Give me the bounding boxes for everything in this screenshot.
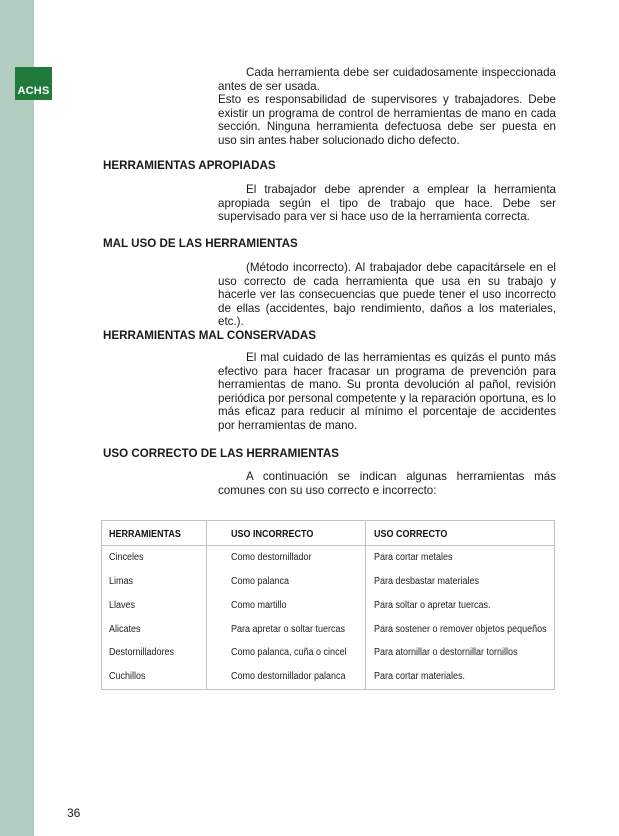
table-cell: Para atornillar o destornillar tornillos [374, 647, 518, 658]
section-paragraph: (Método incorrecto). Al trabajador debe capacitársele en el uso correcto de cada herramienta que usa en su trabajo y hacerle ver las consecuencias que puede tener el uso incorrecto de ellas (accidentes, bajo rendimiento, daños a los materiales, etc.). [218, 261, 556, 329]
table-cell: Para apretar o soltar tuercas [231, 624, 346, 635]
section-text-mal-uso [218, 261, 556, 329]
table-cell: Como palanca [231, 576, 290, 587]
table-cell: Alicates [109, 624, 141, 635]
section-paragraph: El trabajador debe aprender a emplear la herramienta apropiada según el tipo de trabajo que hace. Debe ser supervisado para ver si hace uso de la herramienta correcta. [218, 183, 556, 224]
table-cell: Como destornillador [231, 552, 312, 563]
table-header-uso-incorrecto: USO INCORRECTO [231, 529, 314, 540]
section-text-mal-conservadas [218, 351, 556, 433]
table-cell: Llaves [109, 600, 136, 611]
table-cell: Destornilladores [109, 647, 175, 658]
section-text-apropiadas [218, 183, 556, 224]
table-cell: Como martillo [231, 600, 287, 611]
intro-line-2: Esto es responsabilidad de supervisores y trabajadores. Debe existir un programa de control de herramientas de mano en cada sección. Ninguna herramienta defectuosa debe ser puesta en uso sin antes haber solucionado dicho defecto. [218, 93, 556, 147]
page-number: 36 [67, 806, 81, 820]
table-header-uso-correcto: USO CORRECTO [374, 529, 448, 540]
tools-table [101, 520, 555, 690]
table-column-divider [365, 521, 366, 689]
table-cell: Cuchillos [109, 671, 146, 682]
table-header-herramientas: HERRAMIENTAS [109, 529, 181, 540]
table-header-divider [102, 545, 554, 546]
table-cell: Para cortar metales [374, 552, 453, 563]
section-heading-mal-conservadas: HERRAMIENTAS MAL CONSERVADAS [103, 329, 316, 342]
table-column-divider [206, 521, 207, 689]
table-cell: Para soltar o apretar tuercas. [374, 600, 491, 611]
achs-logo: ACHS [15, 67, 52, 100]
section-heading-apropiadas: HERRAMIENTAS APROPIADAS [103, 159, 276, 172]
section-paragraph: A continuación se indican algunas herramientas más comunes con su uso correcto e incorrecto: [218, 470, 556, 497]
intro-line-1: Cada herramienta debe ser cuidadosamente inspeccionada antes de ser usada. [218, 66, 556, 93]
table-cell: Limas [109, 576, 134, 587]
table-cell: Cinceles [109, 552, 144, 563]
table-cell: Para cortar materiales. [374, 671, 466, 682]
table-cell: Para sostener o remover objetos pequeños [374, 624, 547, 635]
section-heading-mal-uso: MAL USO DE LAS HERRAMIENTAS [103, 237, 298, 250]
intro-paragraph [218, 66, 556, 148]
table-cell: Como destornillador palanca [231, 671, 346, 682]
table-cell: Para desbastar materiales [374, 576, 480, 587]
section-heading-uso-correcto: USO CORRECTO DE LAS HERRAMIENTAS [103, 447, 339, 460]
sidebar-band [0, 0, 34, 836]
section-paragraph: El mal cuidado de las herramientas es quizás el punto más efectivo para hacer fracasar un programa de prevención para herramientas de mano. Su pronta devolución al pañol, revisión periódica por personal competente y la reparación oportuna, es lo más eficaz para reducir al mínimo el porcentaje de accidentes por herramientas de mano. [218, 351, 556, 432]
section-text-uso-correcto [218, 470, 556, 497]
table-cell: Como palanca, cuña o cincel [231, 647, 347, 658]
